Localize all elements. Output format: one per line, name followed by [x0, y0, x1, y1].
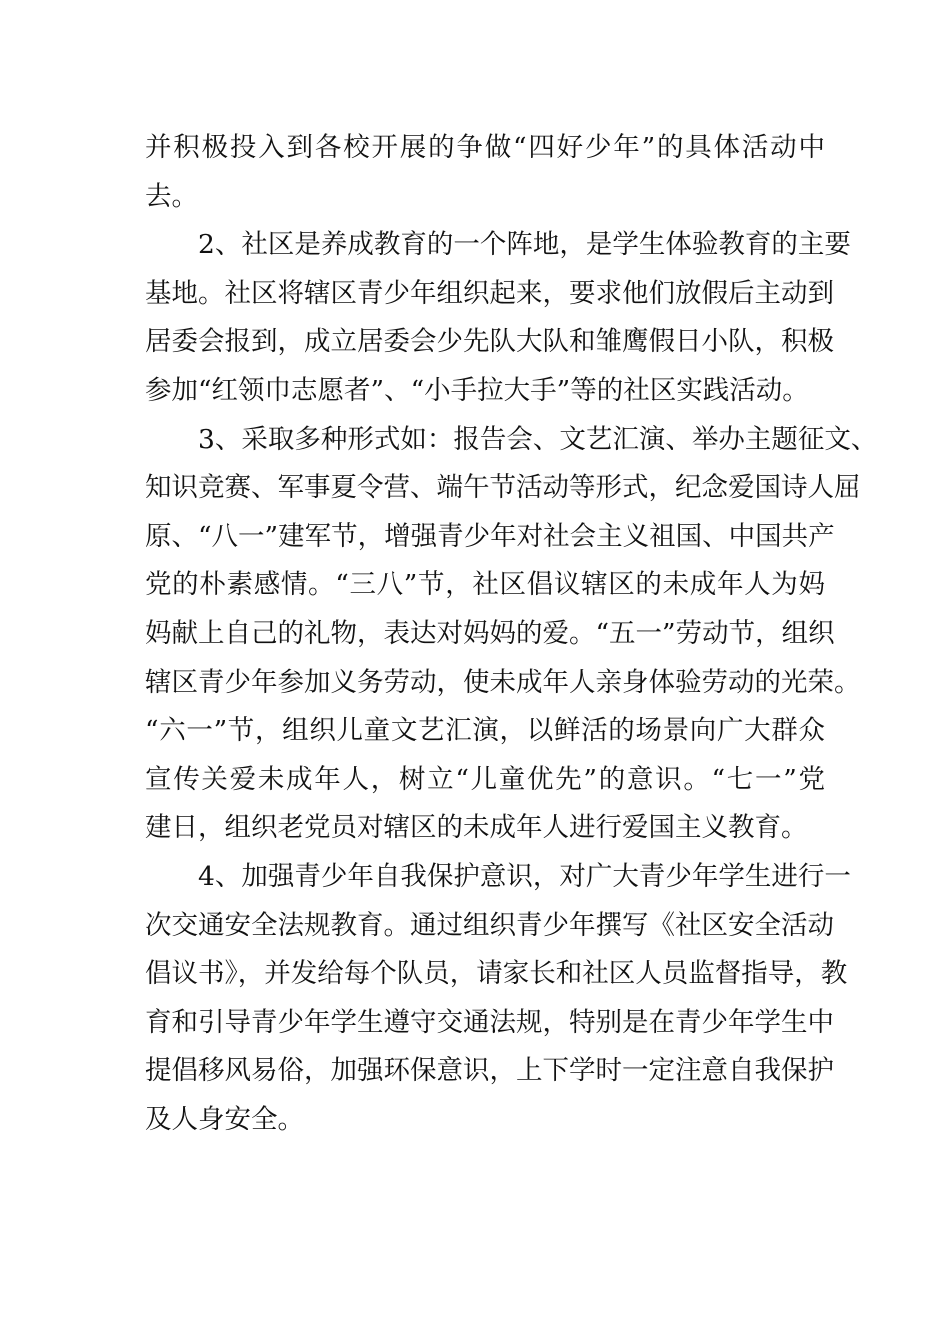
text-line: 原、“八一”建军节，增强青少年对社会主义祖国、中国共产	[145, 520, 835, 552]
paragraph-3-start: 3、采取多种形式如：报告会、文艺汇演、举办主题征文、	[198, 423, 878, 455]
document-body	[145, 124, 878, 1144]
text-line: 次交通安全法规教育。通过组织青少年撰写《社区安全活动	[145, 909, 834, 941]
text-line: 基地。社区将辖区青少年组织起来，要求他们放假后主动到	[145, 277, 834, 309]
text-line: 育和引导青少年学生遵守交通法规，特别是在青少年学生中	[145, 1006, 834, 1038]
text-line: 倡议书》，并发给每个队员，请家长和社区人员监督指导，教	[145, 958, 848, 990]
text-line: 并积极投入到各校开展的争做“四好少年”的具体活动中	[145, 132, 825, 163]
text-line: 建日，组织老党员对辖区的未成年人进行爱国主义教育。	[145, 812, 808, 844]
text-line: 妈献上自己的礼物，表达对妈妈的爱。“五一”劳动节，组织	[145, 617, 835, 649]
text-line: 知识竞赛、军事夏令营、端午节活动等形式，纪念爱国诗人屈	[145, 472, 861, 504]
text-line: 宣传关爱未成年人，树立“儿童优先”的意识。“七一”党	[145, 763, 825, 795]
paragraph-2-start: 2、社区是养成教育的一个阵地，是学生体验教育的主要	[198, 229, 851, 261]
text-line: 居委会报到，成立居委会少先队大队和雏鹰假日小队，积极	[145, 326, 834, 358]
text-line: “六一”节，组织儿童文艺汇演，以鲜活的场景向广大群众	[145, 715, 825, 747]
text-line: 辖区青少年参加义务劳动，使未成年人亲身体验劳动的光荣。	[145, 666, 861, 698]
text-line: 去。	[145, 180, 198, 212]
paragraph-4-start: 4、加强青少年自我保护意识，对广大青少年学生进行一	[198, 860, 851, 892]
text-line: 党的朴素感情。“三八”节，社区倡议辖区的未成年人为妈	[145, 569, 825, 601]
text-line: 及人身安全。	[145, 1103, 304, 1135]
text-line: 参加“红领巾志愿者”、“小手拉大手”等的社区实践活动。	[145, 374, 809, 406]
text-line: 提倡移风易俗，加强环保意识，上下学时一定注意自我保护	[145, 1055, 834, 1087]
